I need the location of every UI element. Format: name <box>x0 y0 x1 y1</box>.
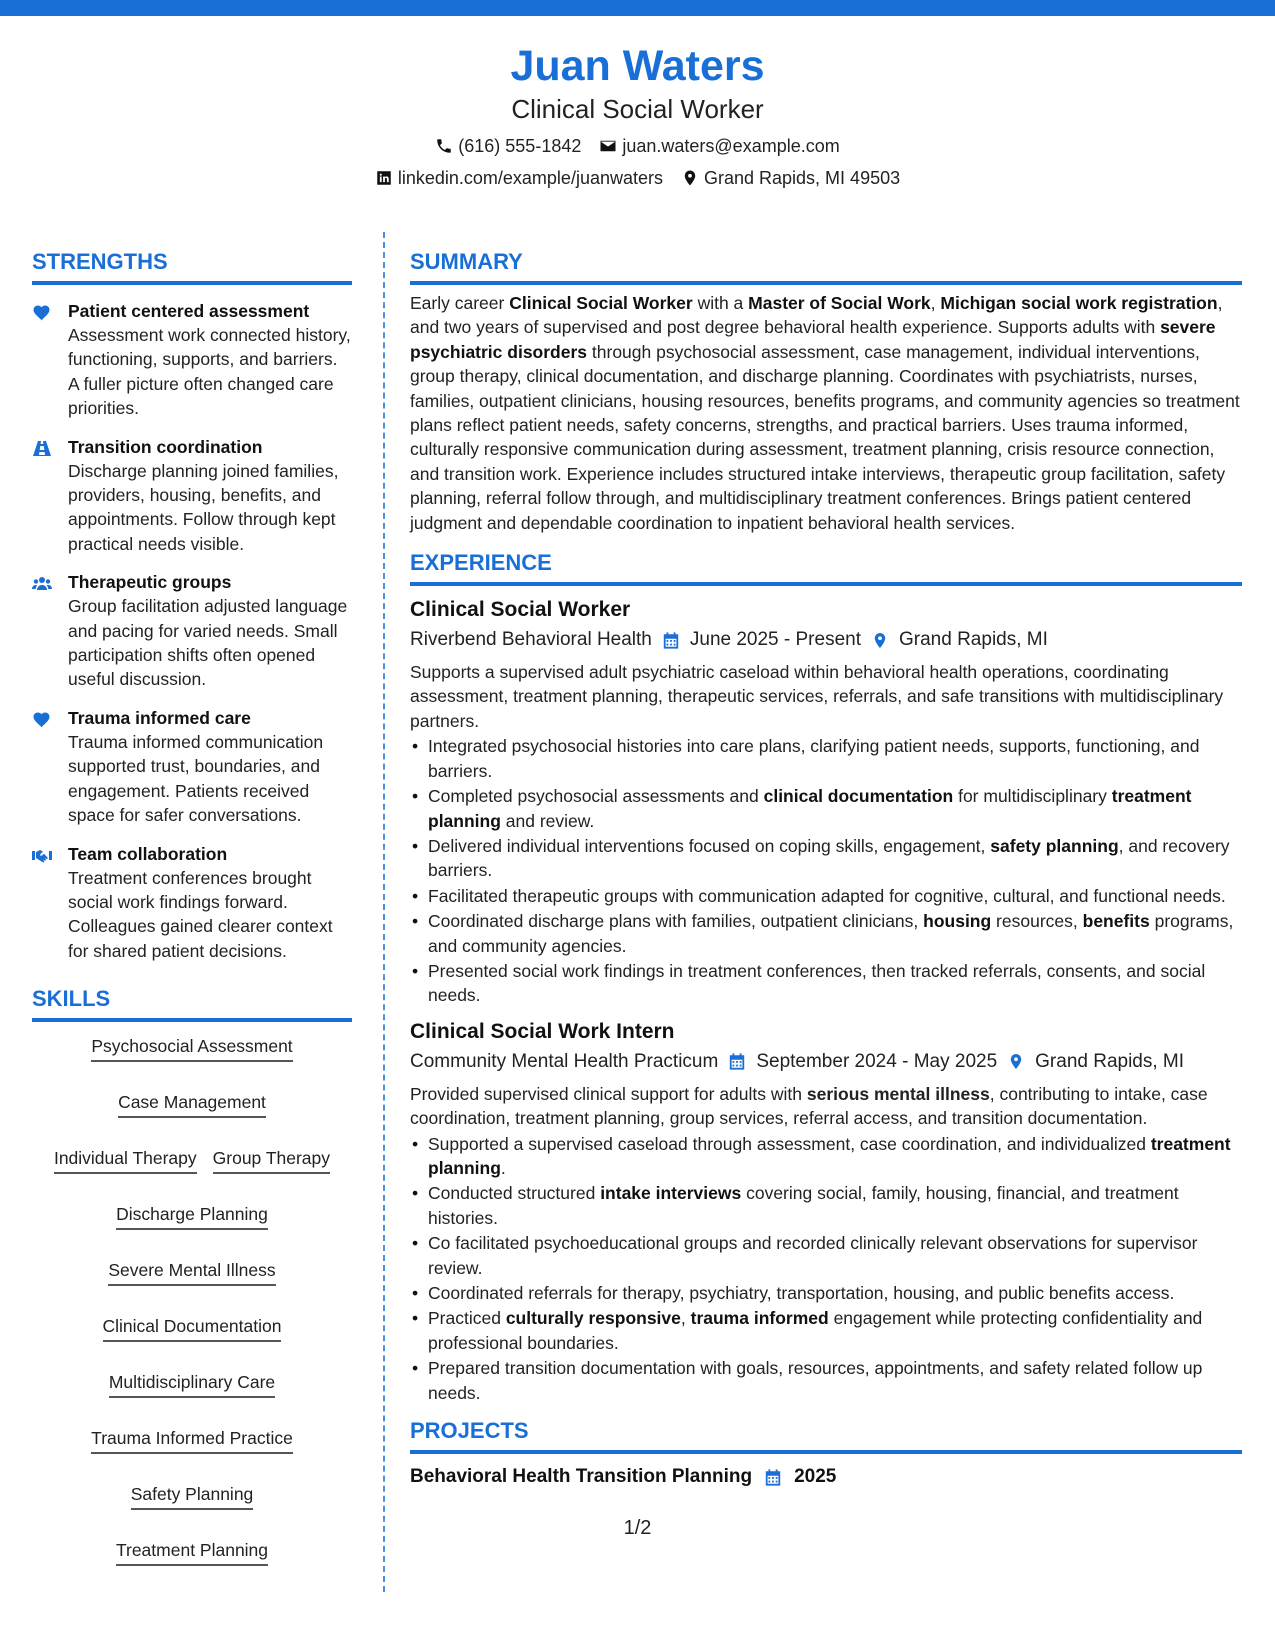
bold-text: housing <box>923 911 992 932</box>
text-run: programs, and community agencies. <box>428 911 1234 956</box>
top-accent-bar <box>0 0 1275 16</box>
text-run: , <box>930 293 941 313</box>
bold-text: culturally responsive <box>505 1308 681 1329</box>
linkedin-icon <box>375 169 393 187</box>
bold-text: treatment planning <box>428 1133 1231 1178</box>
handshake-icon-wrap <box>32 842 68 964</box>
text-run: Facilitated therapeutic groups with communication adapted for cognitive, cultural, and functional needs. <box>428 885 1226 906</box>
skill-tag: Treatment Planning <box>116 1538 268 1566</box>
bold-text: intake interviews <box>600 1183 742 1204</box>
map-pin-icon <box>681 169 699 187</box>
strength-title: Therapeutic groups <box>68 572 232 593</box>
map-pin-icon <box>871 631 889 650</box>
job-bullet <box>410 1181 1242 1230</box>
strength-item <box>32 435 352 557</box>
bold-text: clinical documentation <box>763 786 954 807</box>
job-bullet <box>410 1356 1242 1405</box>
strength-item <box>32 299 352 421</box>
text-run: Coordinated discharge plans with families, outpatient clinicians, <box>428 911 924 932</box>
candidate-name: Juan Waters <box>510 42 765 90</box>
road-icon <box>32 439 52 457</box>
job-description <box>410 1082 1242 1131</box>
skill-tag: Discharge Planning <box>116 1202 268 1230</box>
strength-body <box>68 706 352 828</box>
text-run: Delivered individual interventions focused on coping skills, engagement, <box>428 835 991 856</box>
projects-heading: PROJECTS <box>410 1417 1242 1454</box>
job-dates: September 2024 - May 2025 <box>756 1050 998 1072</box>
heart-icon <box>32 710 52 728</box>
job-bullet <box>410 959 1242 1008</box>
text-run: . <box>500 1157 506 1178</box>
strength-description: Group facilitation adjusted language and pacing for varied needs. Small participation shifts often opened useful discussion. <box>68 596 348 690</box>
linkedin-contact[interactable] <box>375 166 663 190</box>
text-run: Completed psychosocial assessments and <box>428 786 764 807</box>
job-bullets <box>410 734 1242 1007</box>
bold-text: Clinical Social Worker <box>509 293 693 313</box>
skill-tag: Case Management <box>118 1090 266 1118</box>
phone-icon <box>435 137 453 155</box>
text-run: , and recovery barriers. <box>428 835 1230 881</box>
job-bullet <box>410 1306 1242 1355</box>
phone-text: (616) 555-1842 <box>458 136 582 156</box>
strength-title: Trauma informed care <box>68 707 251 728</box>
map-pin-icon <box>1007 1052 1025 1071</box>
text-run: Co facilitated psychoeducational groups and recorded clinically relevant observations for supervisor review. <box>428 1233 1198 1278</box>
text-run: resources, <box>991 911 1083 932</box>
job-bullet <box>410 784 1242 833</box>
skill-tag: Safety Planning <box>131 1482 254 1510</box>
skill-tag: Severe Mental Illness <box>108 1258 275 1286</box>
phone-contact[interactable] <box>435 134 581 158</box>
project-title: Behavioral Health Transition Planning <box>410 1466 753 1488</box>
candidate-title: Clinical Social Worker <box>511 94 764 124</box>
job-bullet <box>410 884 1242 908</box>
contact-row-2 <box>0 166 1275 190</box>
map-pin-icon-wrap <box>1007 1052 1025 1071</box>
text-run: Prepared transition documentation with goals, resources, appointments, and safety related follow up needs. <box>428 1358 1203 1403</box>
bold-text: benefits <box>1082 911 1150 932</box>
job-bullet <box>410 909 1242 958</box>
job-bullet <box>410 1281 1242 1305</box>
text-run: covering social, family, housing, financial, and treatment histories. <box>428 1183 1179 1228</box>
strengths-list <box>32 299 352 963</box>
skill-tag: Individual Therapy <box>54 1146 197 1174</box>
heart-icon-wrap <box>32 299 68 421</box>
heart-icon-wrap <box>32 706 68 828</box>
job-role: Clinical Social Work Intern <box>410 1019 675 1043</box>
strength-body <box>68 570 352 692</box>
job-bullet <box>410 1132 1242 1181</box>
strengths-heading: STRENGTHS <box>32 248 352 285</box>
strength-description: Treatment conferences brought social work findings forward. Colleagues gained clearer context for shared patient decisions. <box>68 867 333 961</box>
email-contact[interactable] <box>599 134 839 158</box>
envelope-icon <box>599 137 617 155</box>
job-bullets <box>410 1132 1242 1405</box>
contact-row-1 <box>0 134 1275 158</box>
job-description <box>410 660 1242 733</box>
text-run: Conducted structured <box>428 1183 601 1204</box>
bold-text: serious mental illness <box>806 1083 990 1104</box>
job-location: Grand Rapids, MI <box>899 629 1048 651</box>
strength-body <box>68 299 352 421</box>
text-run: Integrated psychosocial histories into care plans, clarifying patient needs, supports, functioning, and barriers. <box>428 736 1200 781</box>
experience-heading: EXPERIENCE <box>410 549 1242 586</box>
linkedin-text: linkedin.com/example/juanwaters <box>397 168 663 188</box>
text-run: through psychosocial assessment, case management, individual interventions, group therapy, clinical documentation, and discharge planning. Coordinates with psychiatrists, nurses, families, outpatient clinicians, housing resources, benefits programs, and community agencies so treatment plans reflect patient needs, safety concerns, strengths, and practical barriers. Uses trauma informed, culturally responsive communication during assessment, treatment planning, crisis resource connection, and transition work. Experience includes structured intake interviews, therapeutic group facilitation, safety planning, referral follow through, and multidisciplinary treatment conferences. Brings patient centered judgment and dependable coordination to inpatient behavioral health services. <box>410 341 1240 533</box>
strength-title: Transition coordination <box>68 436 263 457</box>
job-dates: June 2025 - Present <box>689 629 861 651</box>
text-run: Presented social work findings in treatment conferences, then tracked referrals, consents, and social needs. <box>428 960 1206 1006</box>
skill-tag: Clinical Documentation <box>103 1314 282 1342</box>
users-icon <box>32 574 52 592</box>
skills-list <box>32 1034 352 1580</box>
text-run: Early career <box>410 293 510 313</box>
skill-tag: Multidisciplinary Care <box>109 1370 275 1398</box>
right-column <box>410 248 1242 1490</box>
text-run: Supports a supervised adult psychiatric caseload within behavioral health operations, coordinating assessment, treatment planning, therapeutic services, referrals, and safe transitions with multidisciplinary partners. <box>410 662 1224 731</box>
strength-body <box>68 435 352 557</box>
calendar-icon-wrap <box>764 1468 782 1487</box>
skill-tag: Trauma Informed Practice <box>91 1426 293 1454</box>
job-bullet <box>410 1231 1242 1280</box>
job-entry <box>410 596 1242 1008</box>
skill-tag: Group Therapy <box>213 1146 330 1174</box>
strength-title: Team collaboration <box>68 843 228 864</box>
text-run: and review. <box>500 810 595 831</box>
text-run: , contributing to intake, case coordination, treatment planning, group services, referral access, and transition documentation. <box>410 1083 1208 1129</box>
project-year: 2025 <box>794 1466 837 1488</box>
job-bullet <box>410 834 1242 883</box>
text-run: , <box>680 1308 691 1329</box>
email-text: juan.waters@example.com <box>622 136 840 156</box>
calendar-icon <box>662 631 680 650</box>
map-pin-icon-wrap <box>871 631 889 650</box>
handshake-icon <box>32 846 52 864</box>
text-run: , and two years of supervised and post degree behavioral health experience. Supports adults with <box>410 293 1223 338</box>
calendar-icon <box>764 1468 782 1487</box>
job-meta <box>410 626 1242 654</box>
text-run: Coordinated referrals for therapy, psychiatry, transportation, housing, and public benefits access. <box>428 1283 1175 1303</box>
page-number: 1/2 <box>623 1517 652 1539</box>
text-run: Supported a supervised caseload through assessment, case coordination, and individualized <box>428 1133 1151 1154</box>
text-run: with a <box>692 293 749 313</box>
resume-header <box>0 40 1275 190</box>
bold-text: safety planning <box>990 835 1119 856</box>
strength-item <box>32 842 352 964</box>
skill-tag: Psychosocial Assessment <box>91 1034 292 1062</box>
calendar-icon <box>728 1052 746 1071</box>
summary-text <box>410 291 1242 535</box>
strength-item <box>32 570 352 692</box>
calendar-icon-wrap <box>662 631 680 650</box>
calendar-icon-wrap <box>728 1052 746 1071</box>
location-contact <box>681 166 900 190</box>
projects-list <box>410 1464 1242 1490</box>
project-entry <box>410 1464 1242 1490</box>
bold-text: Michigan social work registration <box>940 293 1218 313</box>
road-icon-wrap <box>32 435 68 557</box>
summary-heading: SUMMARY <box>410 248 1242 285</box>
strength-body <box>68 842 352 964</box>
strength-title: Patient centered assessment <box>68 301 310 321</box>
strength-description: Discharge planning joined families, providers, housing, benefits, and appointments. Follow through kept practical needs visible. <box>68 460 339 554</box>
strength-description: Trauma informed communication supported trust, boundaries, and engagement. Patients received space for safer conversations. <box>68 731 324 826</box>
job-role: Clinical Social Worker <box>410 598 631 622</box>
text-run: Practiced <box>428 1308 506 1329</box>
experience-list <box>410 596 1242 1405</box>
job-bullet <box>410 734 1242 783</box>
heart-icon <box>32 303 52 321</box>
text-run: engagement while protecting confidentiality and professional boundaries. <box>428 1308 1203 1353</box>
bold-text: trauma informed <box>690 1308 829 1329</box>
strength-description: Assessment work connected history, functioning, supports, and barriers. A fuller picture often changed care priorities. <box>68 325 351 419</box>
bold-text: Master of Social Work <box>748 293 931 313</box>
job-entry <box>410 1018 1242 1405</box>
skills-heading: SKILLS <box>32 985 352 1022</box>
users-icon-wrap <box>32 570 68 692</box>
job-organization: Riverbend Behavioral Health <box>410 629 652 651</box>
text-run: for multidisciplinary <box>953 786 1112 807</box>
text-run: Provided supervised clinical support for adults with <box>410 1083 807 1104</box>
job-location: Grand Rapids, MI <box>1035 1050 1185 1072</box>
bold-text: treatment planning <box>428 786 1192 831</box>
job-organization: Community Mental Health Practicum <box>410 1050 719 1072</box>
strength-item <box>32 706 352 828</box>
job-meta <box>410 1048 1242 1076</box>
left-column <box>32 248 352 1580</box>
bold-text: severe psychiatric disorders <box>410 317 1216 362</box>
location-text: Grand Rapids, MI 49503 <box>704 168 901 188</box>
column-divider <box>383 232 385 1592</box>
